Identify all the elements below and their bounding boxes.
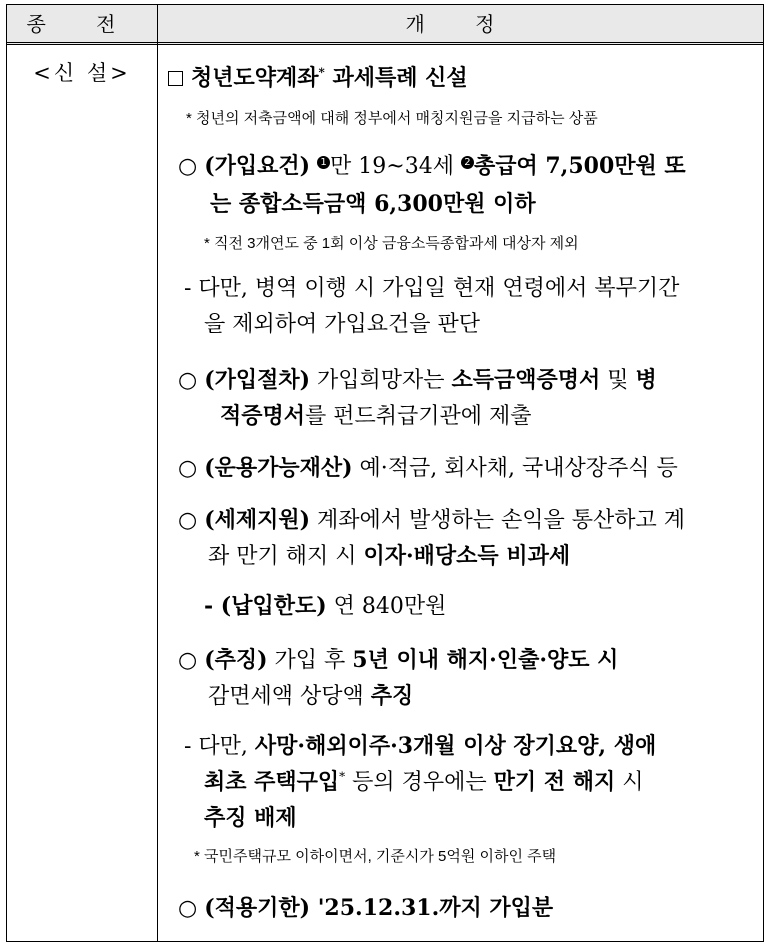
title-note: * 청년의 저축금액에 대해 정부에서 매칭지원금을 지급하는 상품 — [186, 110, 598, 127]
old-cell: <신 설> — [33, 61, 131, 85]
tax-support-line2: 좌 만기 해지 시 이자·배당소득 비과세 — [208, 543, 571, 569]
recapture-exception-line1: - 다만, 사망·해외이주·3개월 이상 장기요양, 생애 — [184, 733, 657, 759]
eligibility-sub-line1: - 다만, 병역 이행 시 가입일 현재 연령에서 복무기간 — [184, 276, 680, 301]
recapture-note: * 국민주택규모 이하이면서, 기준시가 5억원 이하인 주택 — [194, 848, 557, 865]
comparison-table — [6, 4, 764, 942]
checkbox-square-icon — [168, 71, 183, 86]
assets-line: ○ (운용가능재산) 예·적금, 회사채, 국내상장주식 등 — [178, 455, 678, 481]
eligibility-line1: ○ (가입요건) 1 만 19~34세 2 총급여 7,500만원 또 — [178, 153, 686, 179]
payment-limit-line: - (납입한도) 연 840만원 — [204, 593, 447, 619]
recapture-line2: 감면세액 상당액 추징 — [208, 683, 414, 709]
eligibility-line2: 는 종합소득금액 6,300만원 이하 — [210, 191, 536, 217]
eligibility-sub-line2: 을 제외하여 가입요건을 판단 — [204, 312, 481, 337]
eligibility-note: * 직전 3개연도 중 1회 이상 금융소득종합과세 대상자 제외 — [204, 235, 579, 252]
table-header — [7, 5, 763, 45]
recapture-exception-line3: 추징 배제 — [204, 805, 297, 831]
new-content — [158, 45, 764, 941]
recapture-exception-line2: 최초 주택구입* 등의 경우에는 만기 전 해지 시 — [204, 769, 644, 795]
tax-support-line1: ○ (세제지원) 계좌에서 발생하는 손익을 통산하고 계 — [178, 507, 686, 533]
number-2-icon: 2 — [461, 156, 474, 169]
period-line: ○ (적용기한) '25.12.31.까지 가입분 — [178, 895, 554, 921]
procedure-line2: 적증명서를 펀드취급기관에 제출 — [220, 403, 532, 429]
number-1-icon: 1 — [317, 156, 330, 169]
recapture-line1: ○ (추징) 가입 후 5년 이내 해지·인출·양도 시 — [178, 647, 619, 673]
header-new: 개 정 — [405, 12, 517, 36]
header-old: 종 전 — [26, 12, 138, 36]
procedure-line1: ○ (가입절차) 가입희망자는 소득금액증명서 및 병 — [178, 367, 657, 393]
section-title: 청년도약계좌* 과세특례 신설 — [168, 61, 468, 92]
